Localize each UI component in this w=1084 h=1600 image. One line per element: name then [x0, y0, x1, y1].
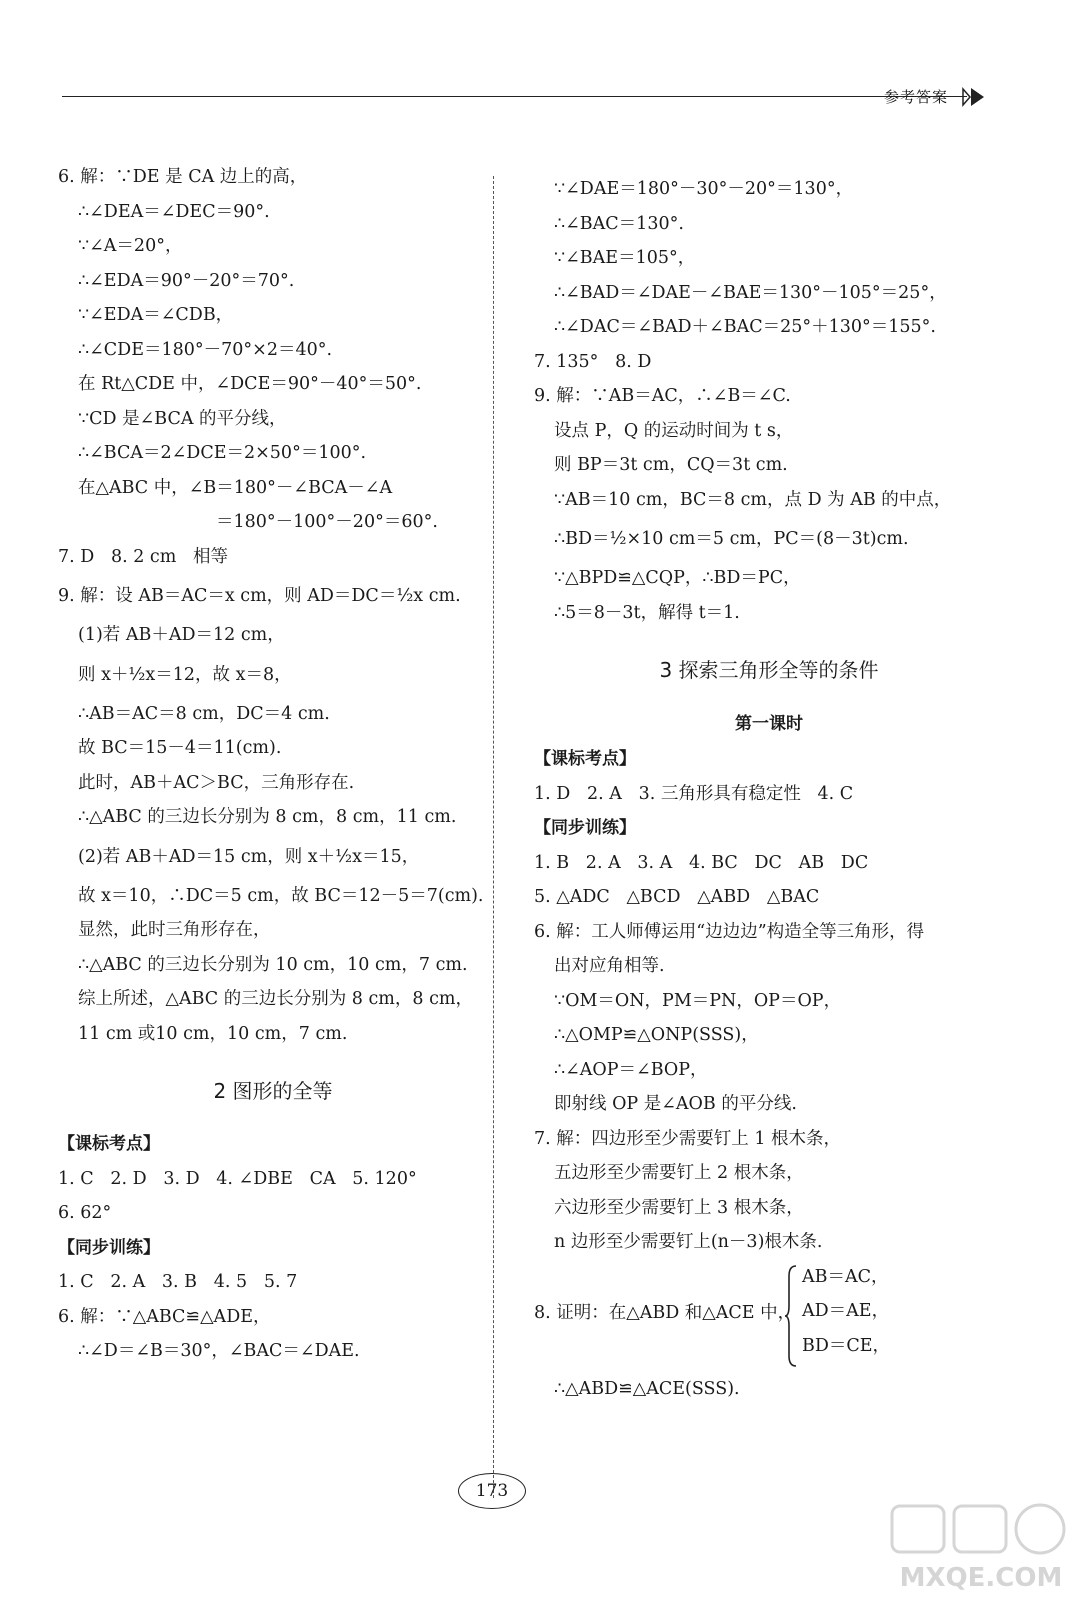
answer-line: 出对应角相等.: [554, 956, 665, 976]
section-tag: 【同步训练】: [534, 818, 636, 838]
section-tag: 【课标考点】: [534, 749, 636, 769]
answer-line: ∵∠DAE＝180°－30°－20°＝130°，: [554, 179, 854, 199]
answer-line: ∵OM＝ON，PM＝PN，OP＝OP，: [554, 990, 842, 1011]
lesson-title: 第一课时: [735, 714, 803, 734]
right-column: [534, 172, 1004, 1406]
answer-line: 5. △ADC △BCD △ABD △BAC: [534, 887, 820, 907]
answer-line: ∵∠A＝20°，: [78, 236, 183, 256]
header-label: 参考答案: [884, 88, 949, 106]
answer-line: 六边形至少需要钉上 3 根木条，: [554, 1197, 804, 1218]
answer-line: 综上所述，△ABC 的三边长分别为 8 cm，8 cm，: [78, 989, 473, 1009]
answer-line: ∴5＝8－3t，解得 t＝1.: [554, 602, 740, 623]
answer-line: AD＝AE，: [802, 1301, 890, 1321]
section-tag: 【课标考点】: [58, 1134, 160, 1154]
left-brace-icon: [784, 1264, 798, 1368]
answer-line: ∴∠D＝∠B＝30°，∠BAC＝∠DAE.: [78, 1341, 360, 1361]
section-tag: 【同步训练】: [58, 1237, 160, 1258]
answer-line: ∴∠BAD＝∠DAE－∠BAE＝130°－105°＝25°，: [554, 282, 947, 303]
answer-line: ∴△ABC 的三边长分别为 8 cm，8 cm，11 cm.: [78, 807, 457, 827]
answer-line: 此时，AB＋AC＞BC，三角形存在.: [78, 772, 355, 793]
answer-line: ∴∠CDE＝180°－70°×2＝40°.: [78, 339, 333, 360]
answer-line: 1. D 2. A 3. 三角形具有稳定性 4. C: [534, 783, 854, 804]
proof-brace-block: [534, 1260, 1004, 1372]
answer-line: ∵∠BAE＝105°，: [554, 248, 696, 268]
answer-line: ＝180°－100°－20°＝60°.: [216, 512, 438, 532]
answer-line: 7. 解：四边形至少需要钉上 1 根木条，: [534, 1128, 842, 1149]
answer-line: 11 cm 或10 cm，10 cm，7 cm.: [78, 1023, 348, 1044]
answer-line: 故 BC＝15－4＝11(cm).: [78, 738, 282, 758]
answer-line: ∴∠EDA＝90°－20°＝70°.: [78, 270, 295, 291]
answer-line: 显然，此时三角形存在，: [78, 920, 271, 940]
column-divider: [493, 176, 494, 1498]
answer-line: 在△ABC 中，∠B＝180°－∠BCA－∠A: [78, 477, 393, 498]
answer-line: 在 Rt△CDE 中，∠DCE＝90°－40°＝50°.: [78, 374, 422, 394]
answer-line: 9. 解：∵AB＝AC，∴∠B＝∠C.: [534, 386, 791, 406]
answer-line: 1. C 2. A 3. B 4. 5 5. 7: [58, 1272, 298, 1292]
arrow-icon: [962, 86, 986, 108]
answer-line: 6. 解：∵DE 是 CA 边上的高，: [58, 167, 308, 187]
answer-line: n 边形至少需要钉上(n－3)根木条.: [554, 1232, 823, 1252]
answer-line: ∵CD 是∠BCA 的平分线，: [78, 408, 287, 429]
left-column: [58, 160, 488, 1369]
answer-line: 则 x＋½x＝12，故 x＝8，: [78, 664, 292, 685]
section-title: 3 探索三角形全等的条件: [659, 658, 879, 682]
answer-line: ∴∠DAC＝∠BAD＋∠BAC＝25°＋130°＝155°.: [554, 317, 936, 337]
answer-line: 则 BP＝3t cm，CQ＝3t cm.: [554, 455, 788, 475]
answer-line: 1. C 2. D 3. D 4. ∠DBE CA 5. 120°: [58, 1168, 417, 1189]
answer-line: 故 x＝10，∴DC＝5 cm，故 BC＝12－5＝7(cm).: [78, 885, 484, 906]
watermark-logo: [888, 1502, 1074, 1594]
answer-line: 即射线 OP 是∠AOB 的平分线.: [554, 1094, 797, 1114]
answer-line: ∴△OMP≌△ONP(SSS)，: [554, 1025, 759, 1045]
answer-line: 6. 62°: [58, 1203, 112, 1223]
page-number: 173: [458, 1473, 526, 1509]
answer-line: ∴BD＝½×10 cm＝5 cm，PC＝(8－3t)cm.: [554, 529, 909, 549]
answer-line: ∴∠AOP＝∠BOP，: [554, 1059, 708, 1080]
answer-line: ∴∠DEA＝∠DEC＝90°.: [78, 201, 270, 222]
answer-line: 7. D 8. 2 cm 相等: [58, 546, 229, 567]
answer-line: 9. 解：设 AB＝AC＝x cm，则 AD＝DC＝½x cm.: [58, 586, 461, 606]
answer-line: ∵△BPD≌△CQP，∴BD＝PC，: [554, 568, 801, 588]
brace-conditions: [802, 1260, 890, 1364]
answer-line: ∴∠BAC＝130°.: [554, 213, 684, 234]
answer-line: ∴△ABD≌△ACE(SSS).: [554, 1378, 740, 1399]
answer-line: ∴∠BCA＝2∠DCE＝2×50°＝100°.: [78, 443, 367, 463]
answer-line: ∵AB＝10 cm，BC＝8 cm，点 D 为 AB 的中点，: [554, 489, 952, 510]
answer-line: 五边形至少需要钉上 2 根木条，: [554, 1163, 804, 1183]
answer-line: 6. 解：工人师傅运用“边边边”构造全等三角形，得: [534, 921, 925, 942]
answer-line: 设点 P，Q 的运动时间为 t s，: [554, 420, 794, 441]
answer-line: 1. B 2. A 3. A 4. BC DC AB DC: [534, 852, 869, 873]
answer-line: 8. 证明：在△ABD 和△ACE 中，: [534, 1302, 796, 1323]
answer-line: ∴△ABC 的三边长分别为 10 cm，10 cm，7 cm.: [78, 954, 468, 975]
answer-line: AB＝AC，: [802, 1266, 889, 1287]
section-title: 2 图形的全等: [213, 1079, 333, 1103]
answer-line: ∵∠EDA＝∠CDB，: [78, 305, 234, 325]
answer-line: BD＝CE，: [802, 1335, 891, 1356]
answer-line: (2)若 AB＋AD＝15 cm，则 x＋½x＝15，: [78, 846, 420, 867]
answer-line: ∴AB＝AC＝8 cm，DC＝4 cm.: [78, 703, 330, 724]
watermark-text: MXQE.COM: [899, 1563, 1063, 1593]
header-rule: [62, 96, 967, 97]
answer-line: 7. 135° 8. D: [534, 351, 652, 372]
answer-line: 6. 解：∵△ABC≌△ADE，: [58, 1306, 271, 1327]
answer-line: (1)若 AB＋AD＝12 cm，: [78, 625, 285, 645]
